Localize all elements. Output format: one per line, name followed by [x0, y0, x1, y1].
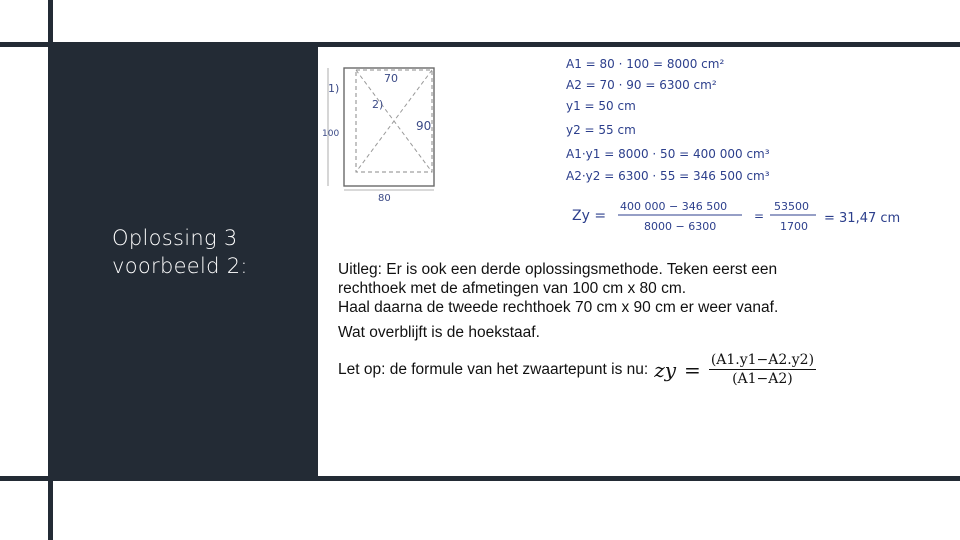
slide-title-line-1: Oplossing 3 [112, 226, 238, 250]
formula-line [338, 352, 816, 387]
calc-line-4: y2 = 55 cm [566, 123, 636, 137]
label-100: 100 [322, 129, 340, 139]
calc-line-2: A2 = 70 · 90 = 6300 cm² [566, 78, 717, 92]
explanation-line-3: Haal daarna de tweede rechthoek 70 cm x 90 cm er weer vanaf. [338, 299, 779, 316]
explanation-line-2: rechthoek met de afmetingen van 100 cm x 80 cm. [338, 280, 687, 297]
zy-denominator-2: 1700 [780, 220, 808, 233]
formula-fraction [709, 352, 816, 387]
label-70: 70 [384, 72, 398, 85]
explanation-text [338, 260, 898, 342]
formula-equals: = [684, 357, 701, 382]
zy-numerator: 400 000 − 346 500 [620, 200, 728, 213]
slide-title [112, 224, 248, 280]
label-90: 90 [416, 119, 432, 133]
label-part-1: 1) [328, 82, 340, 95]
explanation-line-1: Uitleg: Er is ook een derde oplossingsmethode. Teken eerst een [338, 261, 778, 278]
label-part-2: 2) [372, 98, 384, 111]
zy-label: Zy = [572, 208, 607, 224]
formula-lhs: zy [654, 357, 677, 382]
slide-title-line-2: voorbeeld 2: [112, 254, 248, 278]
label-80: 80 [378, 193, 391, 204]
frame-line-bottom [0, 476, 960, 481]
zy-numerator-2: 53500 [774, 200, 809, 213]
svg-text:=: = [754, 209, 765, 223]
calc-line-5: A1·y1 = 8000 · 50 = 400 000 cm³ [566, 147, 770, 161]
calc-line-1: A1 = 80 · 100 = 8000 cm² [566, 57, 725, 71]
zy-result: = 31,47 cm [824, 211, 901, 226]
explanation-line-4: Wat overblijft is de hoekstaaf. [338, 324, 540, 341]
zy-denominator: 8000 − 6300 [644, 220, 717, 233]
calc-line-6: A2·y2 = 6300 · 55 = 346 500 cm³ [566, 169, 770, 183]
calc-line-3: y1 = 50 cm [566, 99, 636, 113]
handwritten-solution-sketch [322, 52, 922, 247]
formula-numerator: (A1.y1−A2.y2) [710, 352, 815, 368]
formula-denominator: (A1−A2) [732, 371, 793, 387]
formula-intro-text: Let op: de formule van het zwaartepunt is nu: [338, 360, 649, 378]
